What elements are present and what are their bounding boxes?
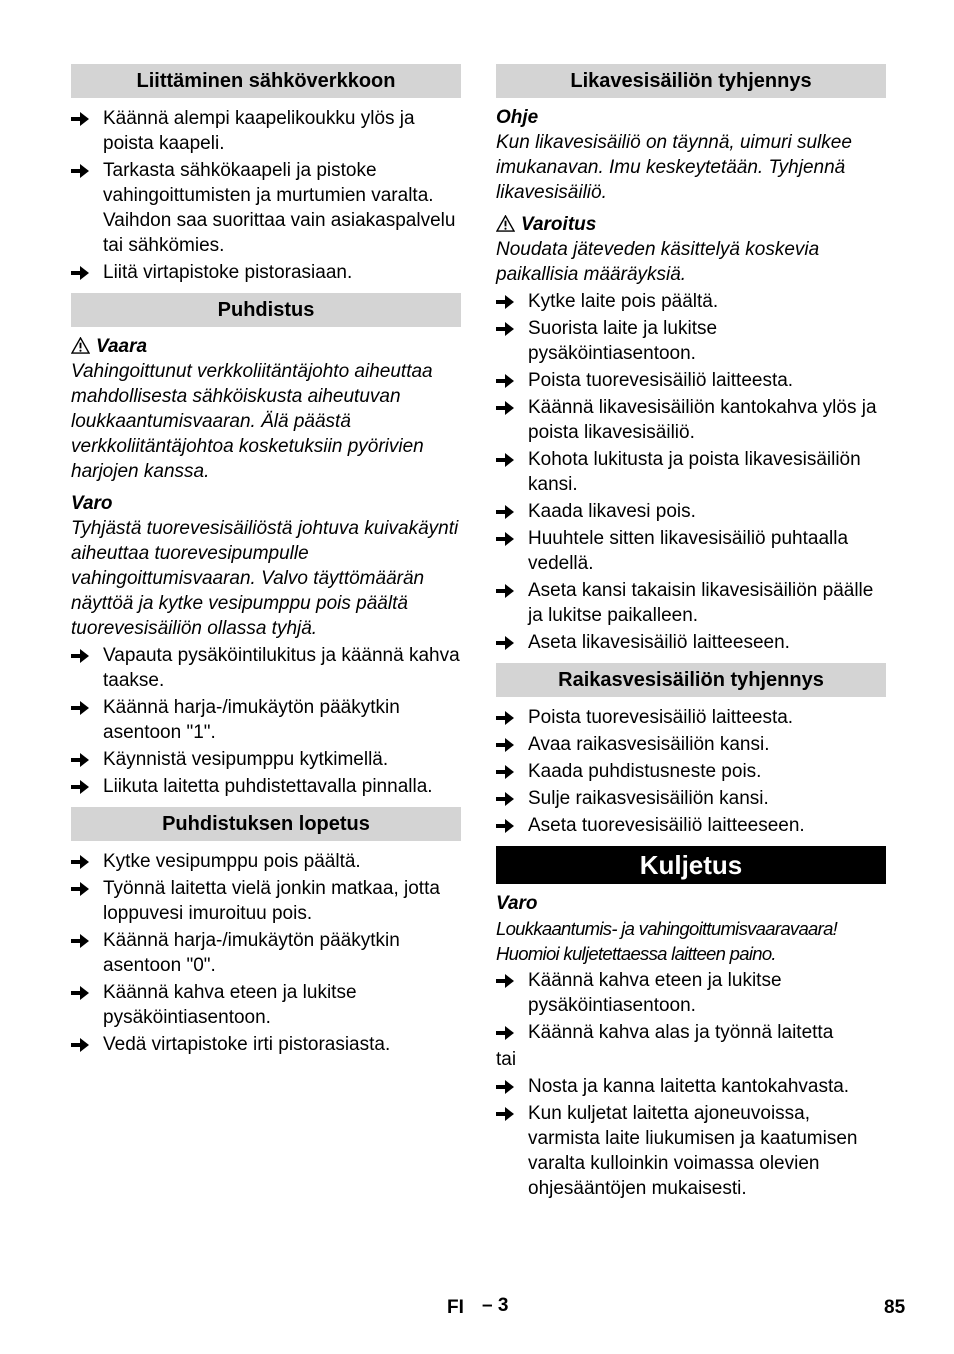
list-item	[496, 578, 886, 628]
step-text: Kun kuljetat laitetta ajoneuvoissa, varmista laite liukumisen ja kaatumisen varalta kulloinkin voimassa olevien ohjesääntöjen mukaisesti.	[528, 1103, 858, 1199]
arrow-right-icon	[496, 1080, 514, 1094]
arrow-right-icon	[71, 266, 89, 280]
warning-triangle-icon	[71, 337, 90, 354]
step-text: Aseta likavesisäiliö laitteeseen.	[528, 632, 790, 653]
list-item	[71, 928, 461, 978]
section-heading-end-cleaning: Puhdistuksen lopetus	[71, 807, 461, 841]
list-item	[496, 759, 886, 784]
step-text: Työnnä laitetta vielä jonkin matkaa, jotta loppuvesi imuroituu pois.	[103, 878, 440, 924]
danger-title: Vaara	[71, 335, 461, 359]
arrow-right-icon	[496, 792, 514, 806]
footer-section-page: – 3	[482, 1295, 509, 1316]
step-text: Huuhtele sitten likavesisäiliö puhtaalla vedellä.	[528, 528, 849, 574]
step-text: Käännä kahva eteen ja lukitse pysäköintiasentoon.	[103, 982, 357, 1028]
arrow-right-icon	[71, 780, 89, 794]
step-text: Käännä likavesisäiliön kantokahva ylös ja poista likavesisäiliö.	[528, 397, 877, 443]
list-item	[496, 499, 886, 524]
list-item	[71, 1032, 461, 1057]
arrow-right-icon	[71, 934, 89, 948]
warning-triangle-icon	[496, 215, 515, 232]
list-item	[496, 968, 886, 1018]
list-item	[496, 289, 886, 314]
list-item	[496, 447, 886, 497]
step-text: Suorista laite ja lukitse pysäköintiasentoon.	[528, 318, 718, 364]
arrow-right-icon	[496, 295, 514, 309]
step-text: Vedä virtapistoke irti pistorasiasta.	[103, 1034, 391, 1055]
list-item	[71, 747, 461, 772]
step-text: Käännä kahva eteen ja lukitse pysäköintiasentoon.	[528, 970, 782, 1016]
section-heading-drain-dirty-water: Likavesisäiliön tyhjennys	[496, 64, 886, 98]
step-text: Avaa raikasvesisäiliön kansi.	[528, 734, 770, 755]
warning-title: Varoitus	[496, 213, 886, 237]
list-item	[496, 526, 886, 576]
list-item	[496, 1020, 886, 1045]
arrow-right-icon	[71, 112, 89, 126]
arrow-right-icon	[71, 701, 89, 715]
list-item	[71, 260, 461, 285]
arrow-right-icon	[496, 711, 514, 725]
list-item	[496, 813, 886, 838]
step-text: Vapauta pysäköintilukitus ja käännä kahva taakse.	[103, 645, 460, 691]
caution-title: Varo	[496, 893, 538, 914]
arrow-right-icon	[71, 753, 89, 767]
list-item	[71, 158, 461, 258]
caution-text: Loukkaantumis- ja vahingoittumisvaaravaara! Huomioi kuljetettaessa laitteen paino.	[496, 918, 838, 964]
footer-page-number: 85	[884, 1297, 906, 1318]
step-text: Liikuta laitetta puhdistettavalla pinnalla.	[103, 776, 433, 797]
caution-title: Varo	[71, 493, 113, 514]
arrow-right-icon	[496, 374, 514, 388]
arrow-right-icon	[71, 986, 89, 1000]
step-text: Kytke vesipumppu pois päältä.	[103, 851, 361, 872]
arrow-right-icon	[496, 532, 514, 546]
step-text: Käännä harja-/imukäytön pääkytkin asentoon "1".	[103, 697, 400, 743]
arrow-right-icon	[71, 1038, 89, 1052]
step-text: Käynnistä vesipumppu kytkimellä.	[103, 749, 389, 770]
list-item	[71, 980, 461, 1030]
caution-text: Tyhjästä tuorevesisäiliöstä johtuva kuivakäynti aiheuttaa tuorevesipumpulle vahingoittumisvaaran. Valvo täyttömäärän näyttöä ja kytke vesipumppu pois päältä tuorevesisäiliön ollassa tyhjä.	[71, 518, 459, 639]
arrow-right-icon	[496, 322, 514, 336]
note-title: Ohje	[496, 107, 539, 128]
arrow-right-icon	[496, 974, 514, 988]
list-item	[71, 849, 461, 874]
arrow-right-icon	[71, 882, 89, 896]
arrow-right-icon	[496, 819, 514, 833]
footer-language: FI	[447, 1297, 464, 1318]
section-heading-drain-fresh-water: Raikasvesisäiliön tyhjennys	[496, 663, 886, 697]
list-item	[71, 643, 461, 693]
arrow-right-icon	[71, 649, 89, 663]
step-text: Tarkasta sähkökaapeli ja pistoke vahingoittumisten ja murtumien varalta. Vaihdon saa suorittaa vain asiakaspalvelu tai sähkömies.	[103, 160, 456, 256]
warning-text: Noudata jäteveden käsittelyä koskevia paikallisia määräyksiä.	[496, 239, 820, 285]
list-item	[496, 395, 886, 445]
arrow-right-icon	[496, 505, 514, 519]
arrow-right-icon	[496, 765, 514, 779]
note-text: Kun likavesisäiliö on täynnä, uimuri sulkee imukanavan. Imu keskeytetään. Tyhjennä likavesisäiliö.	[496, 132, 852, 203]
arrow-right-icon	[71, 855, 89, 869]
step-text: Liitä virtapistoke pistorasiaan.	[103, 262, 353, 283]
step-text: Käännä alempi kaapelikoukku ylös ja poista kaapeli.	[103, 108, 415, 154]
arrow-right-icon	[496, 636, 514, 650]
section-heading-connect: Liittäminen sähköverkkoon	[71, 64, 461, 98]
list-item	[71, 106, 461, 156]
step-text: Aseta tuorevesisäiliö laitteeseen.	[528, 815, 805, 836]
list-item	[496, 1074, 886, 1099]
list-item	[496, 786, 886, 811]
arrow-right-icon	[496, 584, 514, 598]
arrow-right-icon	[496, 738, 514, 752]
step-text: Kohota lukitusta ja poista likavesisäiliön kansi.	[528, 449, 861, 495]
arrow-right-icon	[71, 164, 89, 178]
step-text: Sulje raikasvesisäiliön kansi.	[528, 788, 769, 809]
step-text: Kytke laite pois päältä.	[528, 291, 719, 312]
right-column	[496, 64, 886, 1203]
list-item	[71, 774, 461, 799]
chapter-heading-transport: Kuljetus	[496, 846, 886, 884]
list-item	[496, 705, 886, 730]
list-item	[496, 630, 886, 655]
arrow-right-icon	[496, 453, 514, 467]
step-text: Käännä kahva alas ja työnnä laitetta	[528, 1022, 834, 1043]
list-item	[71, 876, 461, 926]
list-item	[496, 316, 886, 366]
step-text: Kaada likavesi pois.	[528, 501, 696, 522]
step-text: Kaada puhdistusneste pois.	[528, 761, 762, 782]
list-item	[71, 695, 461, 745]
step-text: Poista tuorevesisäiliö laitteesta.	[528, 707, 794, 728]
arrow-right-icon	[496, 401, 514, 415]
step-continuation: tai	[496, 1049, 517, 1070]
step-text: Käännä harja-/imukäytön pääkytkin asentoon "0".	[103, 930, 400, 976]
list-item	[496, 368, 886, 393]
list-item	[496, 732, 886, 757]
section-heading-cleaning: Puhdistus	[71, 293, 461, 327]
step-text: Aseta kansi takaisin likavesisäiliön päälle ja lukitse paikalleen.	[528, 580, 874, 626]
arrow-right-icon	[496, 1107, 514, 1121]
step-text: Poista tuorevesisäiliö laitteesta.	[528, 370, 794, 391]
step-text: Nosta ja kanna laitetta kantokahvasta.	[528, 1076, 850, 1097]
arrow-right-icon	[496, 1026, 514, 1040]
danger-text: Vahingoittunut verkkoliitäntäjohto aiheuttaa mahdollisesta sähköiskusta aiheutuvan loukkaantumisvaaran. Älä päästä verkkoliitäntäjohtoa kosketuksiin pyörivien harjojen kanssa.	[71, 361, 433, 482]
left-column	[71, 64, 461, 1059]
list-item	[496, 1101, 886, 1201]
